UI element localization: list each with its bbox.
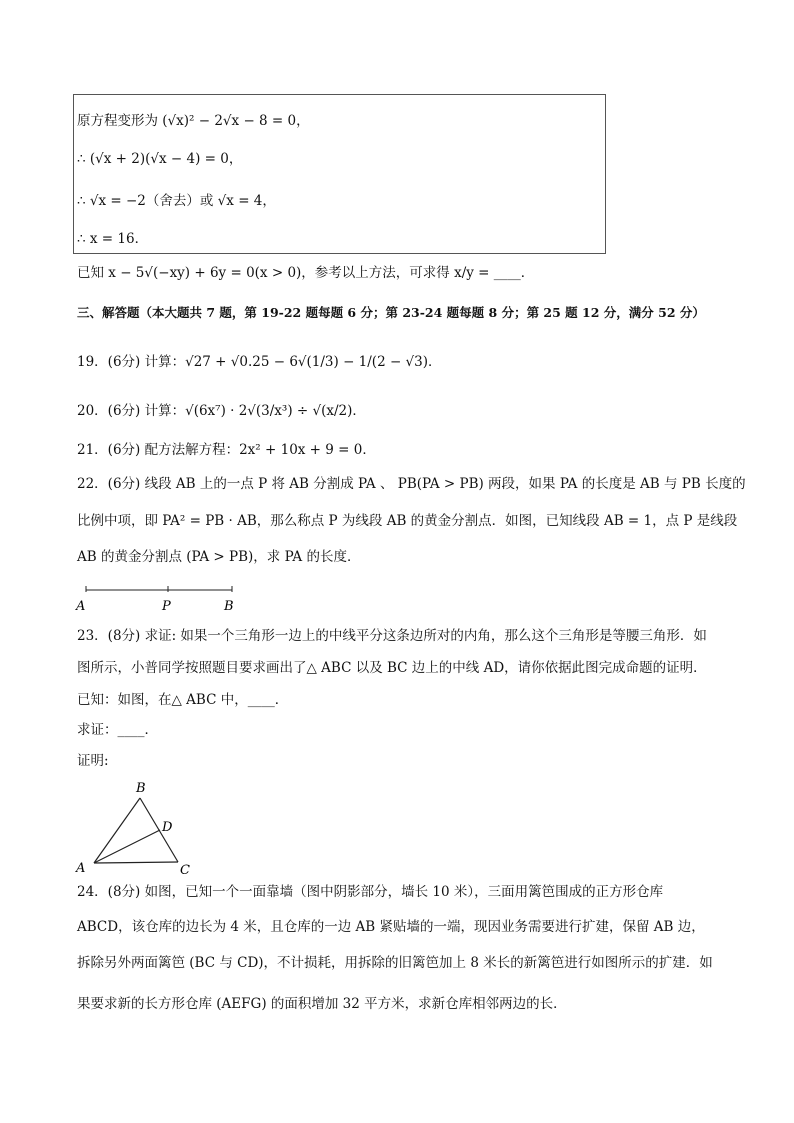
q23-line1: 23．(8分) 求证: 如果一个三角形一边上的中线平分这条边所对的内角，那么这个三角形是等腰三角形．如 [77, 628, 707, 644]
median-ad [94, 830, 160, 863]
solution-line-2: ∴ (√x + 2)(√x − 4) = 0， [77, 151, 243, 167]
label-b-vertex: B [136, 781, 146, 796]
label-b: B [224, 599, 234, 614]
q23-proof: 证明: [77, 753, 109, 769]
label-p: P [162, 599, 171, 614]
q22-line3: AB 的黄金分割点 (PA > PB)，求 PA 的长度． [77, 549, 361, 565]
q23-line2: 图所示，小普同学按照题目要求画出了△ ABC 以及 BC 边上的中线 AD，请你依据此图完成命题的证明． [77, 660, 707, 676]
q24-line3: 拆除另外两面篱笆 (BC 与 CD)，不计损耗，用拆除的旧篱笆加上 8 米长的新篱笆进行如图所示的扩建．如 [77, 955, 713, 971]
solution-line-3: ∴ √x = −2（舍去）或 √x = 4， [77, 193, 276, 209]
q22-line1: 22．(6分) 线段 AB 上的一点 P 将 AB 分割成 PA 、 PB(PA > PB) 两段，如果 PA 的长度是 AB 与 PB 长度的 [77, 476, 746, 492]
section3-heading: 三、解答题（本大题共 7 题，第 19-22 题每题 6 分；第 23-24 题每题 8 分；第 25 题 12 分，满分 52 分） [77, 305, 705, 320]
q24-line1: 24．(8分) 如图，已知一个一面靠墙（图中阴影部分，墙长 10 米），三面用篱笆围成的正方形仓库 [77, 884, 664, 900]
q24-line4: 果要求新的长方形仓库 (AEFG) 的面积增加 32 平方米，求新仓库相邻两边的长． [77, 996, 567, 1012]
side-ab [94, 798, 140, 863]
q23-given: 已知：如图，在△ ABC 中，____． [77, 692, 289, 708]
label-c-vertex: C [180, 863, 190, 878]
solution-line-4: ∴ x = 16． [77, 231, 149, 247]
label-d-vertex: D [162, 820, 173, 835]
solution-box [73, 94, 606, 254]
q24-line2: ABCD，该仓库的边长为 4 米，且仓库的一边 AB 紧贴墙的一端，现因业务需要进行扩建，保留 AB 边， [77, 919, 705, 935]
q18-tail: 已知 x − 5√(−xy) + 6y = 0(x > 0)，参考以上方法，可求得 x/y = ____． [77, 265, 535, 281]
q23-prove: 求证：____． [77, 722, 158, 738]
q19: 19．(6分) 计算：√27 + √0.25 − 6√(1/3) − 1/(2 − √3)． [77, 354, 442, 370]
solution-line-1: 原方程变形为 (√x)² − 2√x − 8 = 0， [77, 113, 310, 129]
label-a: A [76, 599, 86, 614]
q22-line2: 比例中项，即 PA² = PB · AB，那么称点 P 为线段 AB 的黄金分割点．如图，已知线段 AB = 1，点 P 是线段 [77, 513, 738, 529]
segment-figure [74, 580, 254, 616]
triangle-figure [74, 778, 204, 878]
side-ac [94, 862, 178, 863]
label-a-vertex: A [76, 861, 86, 876]
q21: 21．(6分) 配方法解方程：2x² + 10x + 9 = 0． [77, 442, 376, 458]
q20: 20．(6分) 计算：√(6x⁷) · 2√(3/x³) ÷ √(x/2)． [77, 403, 366, 419]
